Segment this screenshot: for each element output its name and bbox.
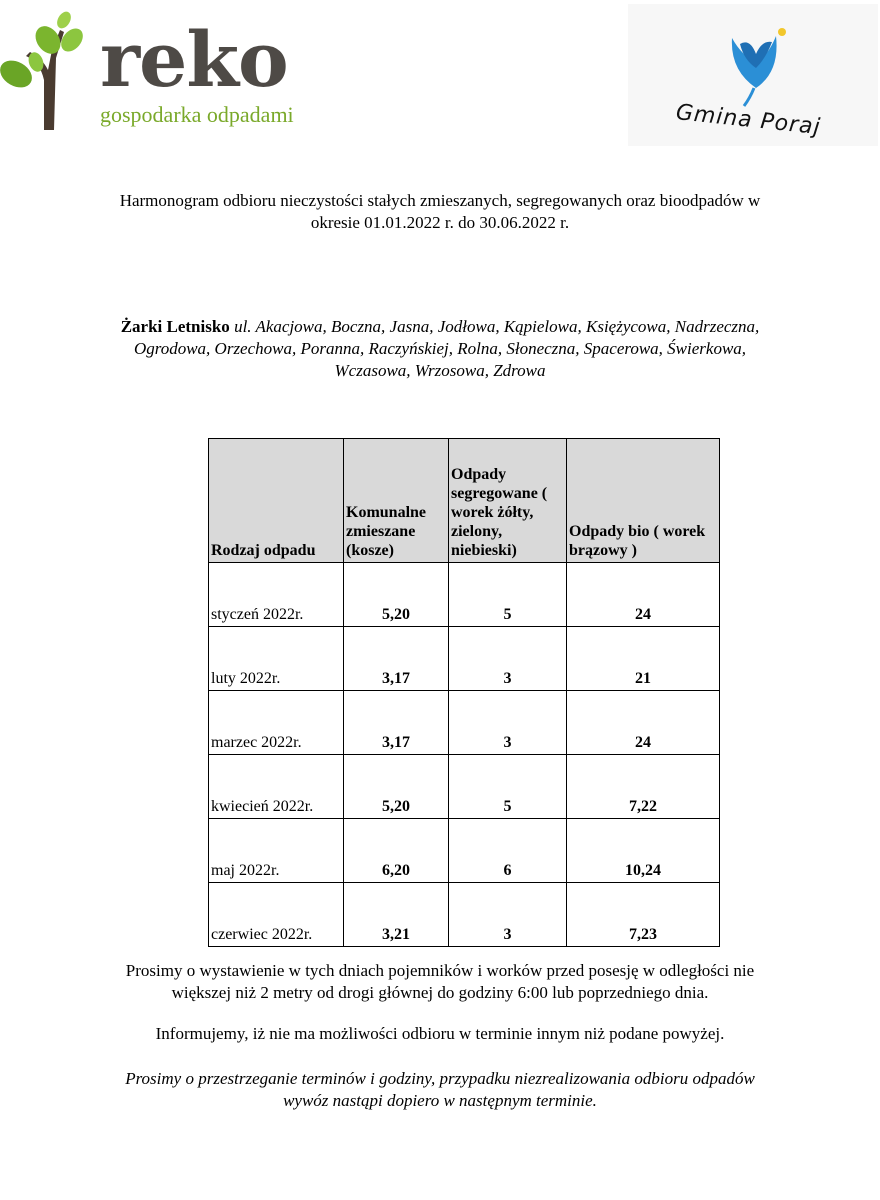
segregated-cell: 5 bbox=[449, 563, 567, 627]
bio-cell: 7,22 bbox=[567, 755, 720, 819]
header-bio: Odpady bio ( worek brązowy ) bbox=[567, 439, 720, 563]
month-cell: marzec 2022r. bbox=[209, 691, 344, 755]
note-placement-line-2: większej niż 2 metry od drogi głównej do godziny 6:00 lub poprzedniego dnia. bbox=[171, 983, 709, 1002]
title-line-1: Harmonogram odbioru nieczystości stałych zmieszanych, segregowanych oraz bioodpadów w bbox=[119, 191, 761, 210]
month-cell: maj 2022r. bbox=[209, 819, 344, 883]
reko-logo bbox=[0, 0, 340, 140]
note-observe-dates bbox=[60, 1068, 820, 1112]
area-description bbox=[60, 316, 820, 382]
month-cell: styczeń 2022r. bbox=[209, 563, 344, 627]
bio-cell: 10,24 bbox=[567, 819, 720, 883]
tulip-icon bbox=[720, 18, 800, 108]
note-placement-line-1: Prosimy o wystawienie w tych dniach pojemników i worków przed posesję w odległości nie bbox=[125, 961, 755, 980]
area-line-1 bbox=[60, 316, 820, 338]
header-mixed: Komunalne zmieszane (kosze) bbox=[344, 439, 449, 563]
month-cell: luty 2022r. bbox=[209, 627, 344, 691]
table-row bbox=[209, 627, 720, 691]
streets-line-3 bbox=[60, 360, 820, 382]
mixed-cell: 3,17 bbox=[344, 627, 449, 691]
month-cell: kwiecień 2022r. bbox=[209, 755, 344, 819]
header-segregated: Odpady segregowane ( worek żółty, zielony, niebieski) bbox=[449, 439, 567, 563]
gmina-poraj-logo bbox=[628, 4, 878, 146]
streets-line-1: ul. Akacjowa, Boczna, Jasna, Jodłowa, Kąpielowa, Księżycowa, Nadrzeczna, bbox=[229, 317, 760, 336]
mixed-cell: 5,20 bbox=[344, 563, 449, 627]
bio-cell: 21 bbox=[567, 627, 720, 691]
bio-cell: 24 bbox=[567, 691, 720, 755]
segregated-cell: 3 bbox=[449, 691, 567, 755]
reko-logo-subtitle: gospodarka odpadami bbox=[100, 102, 294, 127]
gmina-poraj-logo-text: Gmina Poraj bbox=[674, 100, 822, 141]
page-title bbox=[60, 190, 820, 234]
header-waste-type: Rodzaj odpadu bbox=[209, 439, 344, 563]
table-row bbox=[209, 755, 720, 819]
month-cell: czerwiec 2022r. bbox=[209, 883, 344, 947]
area-name: Żarki Letnisko bbox=[120, 317, 230, 336]
streets-line-2 bbox=[60, 338, 820, 360]
mixed-cell: 3,21 bbox=[344, 883, 449, 947]
bio-cell: 7,23 bbox=[567, 883, 720, 947]
table-row bbox=[209, 819, 720, 883]
note-placement bbox=[60, 960, 820, 1004]
segregated-cell: 3 bbox=[449, 627, 567, 691]
bio-cell: 24 bbox=[567, 563, 720, 627]
mixed-cell: 3,17 bbox=[344, 691, 449, 755]
note-observe-line-1: Prosimy o przestrzeganie terminów i godziny, przypadku niezrealizowania odbioru odpadów bbox=[125, 1069, 755, 1088]
schedule-table bbox=[208, 438, 720, 947]
table-row bbox=[209, 691, 720, 755]
streets-line-2-text: Ogrodowa, Orzechowa, Poranna, Raczyńskiej, Rolna, Słoneczna, Spacerowa, Świerkowa, bbox=[133, 339, 747, 358]
segregated-cell: 5 bbox=[449, 755, 567, 819]
mixed-cell: 5,20 bbox=[344, 755, 449, 819]
mixed-cell: 6,20 bbox=[344, 819, 449, 883]
note-no-other-dates: Informujemy, iż nie ma możliwości odbioru w terminie innym niż podane powyżej. bbox=[155, 1024, 725, 1043]
table-row bbox=[209, 563, 720, 627]
note-observe-line-2: wywóz nastąpi dopiero w następnym terminie. bbox=[283, 1091, 597, 1110]
table-row bbox=[209, 883, 720, 947]
segregated-cell: 3 bbox=[449, 883, 567, 947]
reko-logo-word: reko bbox=[100, 15, 288, 104]
table-header-row bbox=[209, 439, 720, 563]
tree-icon bbox=[0, 0, 100, 140]
streets-line-3-text: Wczasowa, Wrzosowa, Zdrowa bbox=[334, 361, 546, 380]
title-line-2: okresie 01.01.2022 r. do 30.06.2022 r. bbox=[310, 213, 570, 232]
segregated-cell: 6 bbox=[449, 819, 567, 883]
